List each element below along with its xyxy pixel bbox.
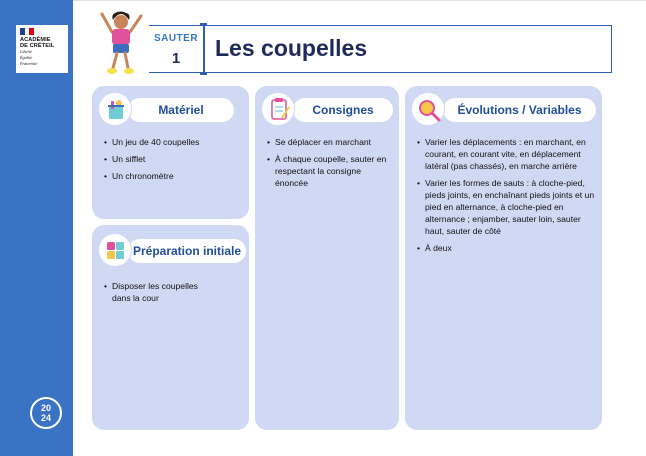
card-evolutions bbox=[405, 86, 602, 430]
bucket-icon bbox=[98, 92, 132, 126]
list-item: • À deux bbox=[417, 242, 597, 254]
list-item: • Disposer les coupelles dans la cour bbox=[104, 280, 214, 304]
page-title: Les coupelles bbox=[215, 35, 368, 61]
badge-line-1: 20 bbox=[40, 403, 51, 413]
olympic-2024-badge bbox=[30, 397, 62, 429]
jumping-kid-illustration bbox=[98, 10, 146, 80]
logo-line-1: ACADÉMIE bbox=[20, 37, 51, 43]
consignes-list bbox=[267, 136, 395, 194]
sheet-number: 1 bbox=[171, 50, 181, 67]
academie-logo bbox=[16, 25, 68, 73]
logo-motto-1: Liberté bbox=[20, 49, 33, 54]
logo-motto-2: Égalité bbox=[20, 54, 33, 60]
logo-line-2: DE CRÉTEIL bbox=[20, 43, 55, 49]
list-item: • À chaque coupelle, sauter en respectant la consigne énoncée bbox=[267, 153, 395, 189]
card-materiel bbox=[92, 86, 249, 219]
header-divider-cap-top bbox=[200, 23, 207, 25]
flag-icon bbox=[20, 28, 34, 35]
header-divider-cap-bottom bbox=[200, 73, 207, 75]
logo-motto-3: Fraternité bbox=[20, 60, 38, 66]
card-consignes-title: Consignes bbox=[293, 98, 393, 122]
materiel-list bbox=[104, 136, 244, 187]
card-evolutions-title: Évolutions / Variables bbox=[443, 98, 596, 122]
header bbox=[149, 25, 612, 73]
puzzle-icon bbox=[98, 233, 132, 267]
evolutions-list bbox=[417, 136, 597, 259]
preparation-list bbox=[104, 280, 214, 309]
category-block bbox=[149, 26, 203, 71]
list-item: • Un jeu de 40 coupelles bbox=[104, 136, 244, 148]
card-preparation-title: Préparation initiale bbox=[128, 239, 246, 263]
card-materiel-title: Matériel bbox=[128, 98, 234, 122]
header-divider bbox=[203, 23, 205, 75]
list-item: • Varier les formes de sauts : à cloche-pied, pieds joints, en enchaînant pieds joints et un pied en alternance, à cloche-pied en alternance ; enjamber, sauter loin, sauter haut, sauter de côté bbox=[417, 177, 597, 237]
list-item: • Un sifflet bbox=[104, 153, 244, 165]
category-label: SAUTER bbox=[153, 33, 199, 44]
card-preparation bbox=[92, 225, 249, 430]
card-consignes bbox=[255, 86, 399, 430]
clipboard-icon bbox=[261, 92, 295, 126]
badge-line-2: 24 bbox=[40, 413, 51, 423]
left-sidebar bbox=[0, 0, 73, 456]
magnifier-icon bbox=[411, 92, 445, 126]
list-item: • Se déplacer en marchant bbox=[267, 136, 395, 148]
list-item: • Un chronomètre bbox=[104, 170, 244, 182]
list-item: • Varier les déplacements : en marchant, en courant, en courant vite, en déplacement latéral (pas chassés), en marche arrière bbox=[417, 136, 597, 172]
